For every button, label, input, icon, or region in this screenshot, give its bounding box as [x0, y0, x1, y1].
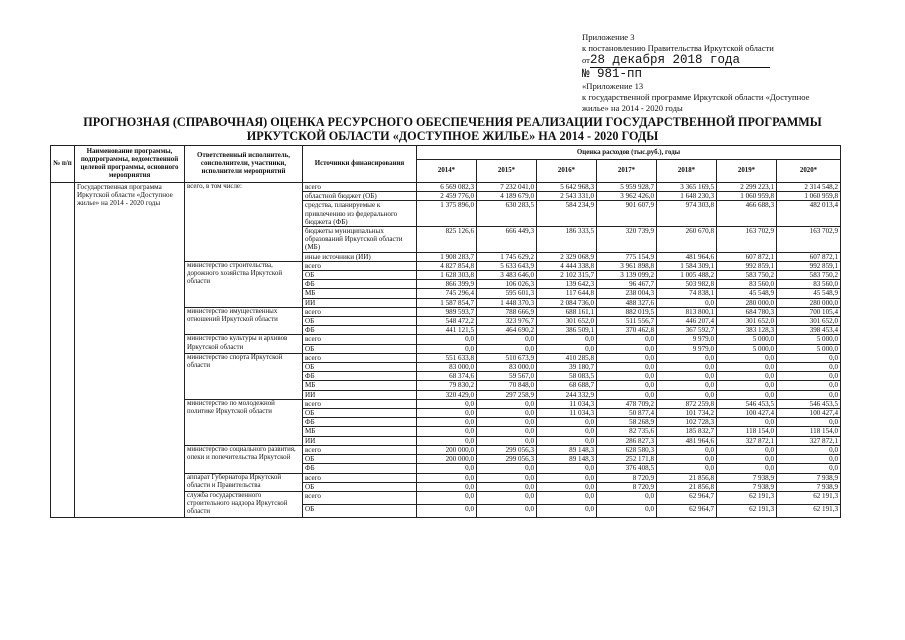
amount-cell: 100 427,4 [777, 409, 841, 418]
funding-source: всего [303, 353, 417, 362]
amount-cell: 62 964,7 [657, 504, 717, 517]
funding-source: бюджеты муниципальных образований Иркутской области (МБ) [303, 227, 417, 253]
funding-source: областной бюджет (ОБ) [303, 192, 417, 201]
amount-cell: 583 750,2 [777, 271, 841, 280]
amount-cell: 1 745 629,2 [477, 252, 537, 261]
amount-cell: 7 938,9 [717, 473, 777, 482]
amount-cell: 0,0 [777, 390, 841, 399]
amount-cell: 0,0 [537, 473, 597, 482]
amount-cell: 0,0 [537, 344, 597, 353]
amount-cell: 83 000,0 [477, 363, 537, 372]
header-num: № п/п [51, 146, 75, 183]
funding-source: ОБ [303, 455, 417, 464]
amount-cell: 584 234,9 [537, 201, 597, 227]
amount-cell: 139 642,3 [537, 280, 597, 289]
amount-cell: 301 652,0 [777, 317, 841, 326]
amount-cell: 21 856,8 [657, 482, 717, 491]
amount-cell: 607 872,1 [777, 252, 841, 261]
amount-cell: 8 720,9 [597, 482, 657, 491]
responsible-executor: министерство строительства, дорожного хозяйства Иркутской области [185, 261, 303, 307]
amount-cell: 0,0 [597, 381, 657, 390]
amount-cell: 89 148,3 [537, 455, 597, 464]
amount-cell: 2 329 068,9 [537, 252, 597, 261]
amount-cell: 0,0 [777, 372, 841, 381]
amount-cell: 0,0 [717, 363, 777, 372]
header-funding-source: Источники финансирования [303, 146, 417, 183]
amount-cell: 376 408,5 [597, 464, 657, 473]
amount-cell: 7 938,9 [777, 482, 841, 491]
amount-cell: 327 872,1 [717, 436, 777, 445]
amount-cell: 0,0 [477, 473, 537, 482]
amount-cell: 186 333,5 [537, 227, 597, 253]
amount-cell: 0,0 [717, 418, 777, 427]
amount-cell: 301 652,0 [537, 317, 597, 326]
amount-cell: 58 268,9 [597, 418, 657, 427]
amount-cell: 2 543 331,0 [537, 192, 597, 201]
amount-cell: 5 000,0 [717, 335, 777, 344]
funding-source: ФБ [303, 280, 417, 289]
amount-cell: 2 102 315,7 [537, 271, 597, 280]
amount-cell: 320 739,9 [597, 227, 657, 253]
amount-cell: 0,0 [717, 381, 777, 390]
amount-cell: 2 299 223,1 [717, 183, 777, 192]
amount-cell: 446 207,4 [657, 317, 717, 326]
amount-cell: 0,0 [477, 491, 537, 504]
amount-cell: 1 375 896,0 [417, 201, 477, 227]
amount-cell: 628 580,3 [597, 445, 657, 454]
amount-cell: 0,0 [597, 491, 657, 504]
row-number [51, 183, 75, 518]
amount-cell: 2 459 776,0 [417, 192, 477, 201]
amount-cell: 11 034,3 [537, 399, 597, 408]
amount-cell: 260 670,8 [657, 227, 717, 253]
amount-cell: 607 872,1 [717, 252, 777, 261]
amount-cell: 0,0 [777, 381, 841, 390]
amount-cell: 0,0 [537, 427, 597, 436]
amount-cell: 684 780,3 [717, 307, 777, 316]
amount-cell: 4 827 854,8 [417, 261, 477, 270]
amount-cell: 595 601,3 [477, 289, 537, 298]
resource-estimate-table [50, 145, 841, 518]
funding-source: ФБ [303, 326, 417, 335]
program-name: Государственная программа Иркутской области «Доступное жилье» на 2014 - 2020 годы [75, 183, 185, 518]
amount-cell: 0,0 [417, 482, 477, 491]
funding-source: ФБ [303, 372, 417, 381]
program-reference-line2: жилье» на 2014 - 2020 годы [582, 103, 683, 113]
amount-cell: 101 734,2 [657, 409, 717, 418]
amount-cell: 252 171,8 [597, 455, 657, 464]
amount-cell: 1 587 854,7 [417, 298, 477, 307]
amount-cell: 0,0 [537, 464, 597, 473]
amount-cell: 117 644,8 [537, 289, 597, 298]
amount-cell: 299 056,3 [477, 455, 537, 464]
amount-cell: 0,0 [477, 409, 537, 418]
amount-cell: 0,0 [477, 344, 537, 353]
amount-cell: 0,0 [597, 390, 657, 399]
funding-source: ИИ [303, 436, 417, 445]
amount-cell: 89 148,3 [537, 445, 597, 454]
decree-date-line [582, 54, 882, 68]
responsible-executor: всего, в том числе: [185, 183, 303, 262]
amount-cell: 5 000,0 [777, 344, 841, 353]
amount-cell: 1 060 959,8 [777, 192, 841, 201]
amount-cell: 1 060 959,8 [717, 192, 777, 201]
amount-cell: 3 483 646,0 [477, 271, 537, 280]
amount-cell: 0,0 [417, 436, 477, 445]
amount-cell: 83 560,0 [717, 280, 777, 289]
amount-cell: 7 938,9 [777, 473, 841, 482]
amount-cell: 2 314 548,2 [777, 183, 841, 192]
amount-cell: 0,0 [597, 335, 657, 344]
funding-source: всего [303, 307, 417, 316]
number-prefix: № [582, 67, 590, 81]
amount-cell: 0,0 [717, 372, 777, 381]
amount-cell: 745 296,4 [417, 289, 477, 298]
funding-source: всего [303, 445, 417, 454]
funding-source: ОБ [303, 482, 417, 491]
amount-cell: 0,0 [717, 445, 777, 454]
amount-cell: 3 139 099,2 [597, 271, 657, 280]
amount-cell: 481 964,6 [657, 436, 717, 445]
amount-cell: 0,0 [657, 445, 717, 454]
amount-cell: 583 750,2 [717, 271, 777, 280]
amount-cell: 62 191,3 [777, 504, 841, 517]
title-line2: ИРКУТСКОЙ ОБЛАСТИ «ДОСТУПНОЕ ЖИЛЬЕ» НА 2014 - 2020 ГОДЫ [246, 129, 659, 143]
amount-cell: 510 673,9 [477, 353, 537, 362]
amount-cell: 62 191,3 [717, 504, 777, 517]
funding-source: ОБ [303, 504, 417, 517]
amount-cell: 118 154,0 [717, 427, 777, 436]
amount-cell: 0,0 [777, 455, 841, 464]
amount-cell: 4 444 338,8 [537, 261, 597, 270]
amount-cell: 0,0 [477, 504, 537, 517]
amount-cell: 0,0 [417, 409, 477, 418]
amount-cell: 0,0 [657, 298, 717, 307]
amount-cell: 7 232 041,0 [477, 183, 537, 192]
amount-cell: 0,0 [717, 455, 777, 464]
amount-cell: 630 283,5 [477, 201, 537, 227]
amount-cell: 200 000,0 [417, 455, 477, 464]
amount-cell: 320 429,0 [417, 390, 477, 399]
amount-cell: 0,0 [717, 390, 777, 399]
amount-cell: 0,0 [417, 504, 477, 517]
amount-cell: 62 964,7 [657, 491, 717, 504]
amount-cell: 866 399,9 [417, 280, 477, 289]
amount-cell: 2 084 736,0 [537, 298, 597, 307]
year-header: 2014* [417, 160, 477, 183]
amount-cell: 100 427,4 [717, 409, 777, 418]
amount-cell: 546 453,5 [777, 399, 841, 408]
amount-cell: 11 034,3 [537, 409, 597, 418]
amount-cell: 700 105,4 [777, 307, 841, 316]
amount-cell: 50 877,4 [597, 409, 657, 418]
amount-cell: 68 688,7 [537, 381, 597, 390]
amount-cell: 327 872,1 [777, 436, 841, 445]
funding-source: ОБ [303, 409, 417, 418]
appendix-label: Приложение 3 [582, 32, 635, 42]
header-responsible: Ответственный исполнитель, соисполнители, участники, исполнители мероприятий [185, 146, 303, 183]
responsible-executor: аппарат Губернатора Иркутской области и Правительства [185, 473, 303, 491]
funding-source: всего [303, 473, 417, 482]
amount-cell: 59 567,0 [477, 372, 537, 381]
amount-cell: 0,0 [717, 353, 777, 362]
decree-number-line [582, 68, 882, 81]
amount-cell: 0,0 [777, 464, 841, 473]
funding-source: всего [303, 491, 417, 504]
amount-cell: 45 548,9 [717, 289, 777, 298]
amount-cell: 989 593,7 [417, 307, 477, 316]
amount-cell: 367 592,7 [657, 326, 717, 335]
responsible-executor: министерство спорта Иркутской области [185, 353, 303, 399]
amount-cell: 0,0 [537, 482, 597, 491]
amount-cell: 1 005 488,2 [657, 271, 717, 280]
amount-cell: 551 633,8 [417, 353, 477, 362]
amount-cell: 0,0 [777, 418, 841, 427]
date-prefix: от [582, 55, 590, 65]
amount-cell: 5 000,0 [717, 344, 777, 353]
amount-cell: 301 652,0 [717, 317, 777, 326]
amount-cell: 0,0 [597, 344, 657, 353]
amount-cell: 546 453,5 [717, 399, 777, 408]
funding-source: ФБ [303, 464, 417, 473]
funding-source: всего [303, 335, 417, 344]
amount-cell: 0,0 [537, 504, 597, 517]
amount-cell: 1 648 230,3 [657, 192, 717, 201]
amount-cell: 974 303,8 [657, 201, 717, 227]
amount-cell: 0,0 [777, 445, 841, 454]
amount-cell: 0,0 [597, 504, 657, 517]
amount-cell: 0,0 [657, 372, 717, 381]
title-line1: ПРОГНОЗНАЯ (СПРАВОЧНАЯ) ОЦЕНКА РЕСУРСНОГО ОБЕСПЕЧЕНИЯ РЕАЛИЗАЦИИ ГОСУДАРСТВЕННОЙ ПРОГРАММЫ [83, 115, 822, 129]
amount-cell: 0,0 [477, 335, 537, 344]
amount-cell: 464 690,2 [477, 326, 537, 335]
amount-cell: 5 000,0 [777, 335, 841, 344]
amount-cell: 0,0 [657, 390, 717, 399]
amount-cell: 0,0 [597, 372, 657, 381]
funding-source: всего [303, 399, 417, 408]
amount-cell: 9 979,0 [657, 344, 717, 353]
amount-cell: 0,0 [477, 399, 537, 408]
amount-cell: 74 838,1 [657, 289, 717, 298]
amount-cell: 0,0 [417, 427, 477, 436]
amount-cell: 6 569 082,3 [417, 183, 477, 192]
funding-source: всего [303, 261, 417, 270]
amount-cell: 0,0 [477, 464, 537, 473]
amount-cell: 992 859,1 [777, 261, 841, 270]
responsible-executor: министерство культуры и архивов Иркутской области [185, 335, 303, 353]
amount-cell: 9 979,0 [657, 335, 717, 344]
funding-source: ОБ [303, 363, 417, 372]
funding-source: ОБ [303, 271, 417, 280]
amount-cell: 68 374,6 [417, 372, 477, 381]
amount-cell: 481 964,6 [657, 252, 717, 261]
amount-cell: 0,0 [657, 464, 717, 473]
amount-cell: 882 019,5 [597, 307, 657, 316]
amount-cell: 0,0 [537, 335, 597, 344]
amount-cell: 39 180,7 [537, 363, 597, 372]
amount-cell: 0,0 [597, 363, 657, 372]
funding-source: всего [303, 183, 417, 192]
amount-cell: 0,0 [417, 464, 477, 473]
amount-cell: 3 365 169,5 [657, 183, 717, 192]
funding-source: ОБ [303, 317, 417, 326]
appendix-13-label: «Приложение 13 [582, 81, 644, 91]
amount-cell: 488 327,6 [597, 298, 657, 307]
amount-cell: 280 000,0 [717, 298, 777, 307]
amount-cell: 813 800,1 [657, 307, 717, 316]
responsible-executor: министерство по молодежной политике Иркутской области [185, 399, 303, 445]
amount-cell: 901 607,9 [597, 201, 657, 227]
amount-cell: 0,0 [657, 363, 717, 372]
amount-cell: 0,0 [417, 491, 477, 504]
year-header: 2018* [657, 160, 717, 183]
amount-cell: 872 259,8 [657, 399, 717, 408]
amount-cell: 21 856,8 [657, 473, 717, 482]
amount-cell: 8 720,9 [597, 473, 657, 482]
amount-cell: 0,0 [537, 418, 597, 427]
table-row [51, 183, 841, 192]
amount-cell: 4 189 679,0 [477, 192, 537, 201]
responsible-executor: министерство социального развития, опеки и попечительства Иркутской [185, 445, 303, 473]
amount-cell: 3 961 898,8 [597, 261, 657, 270]
amount-cell: 96 467,7 [597, 280, 657, 289]
amount-cell: 511 556,7 [597, 317, 657, 326]
amount-cell: 0,0 [417, 473, 477, 482]
amount-cell: 992 859,1 [717, 261, 777, 270]
amount-cell: 0,0 [417, 399, 477, 408]
funding-source: МБ [303, 381, 417, 390]
amount-cell: 5 959 928,7 [597, 183, 657, 192]
amount-cell: 280 000,0 [777, 298, 841, 307]
amount-cell: 299 056,3 [477, 445, 537, 454]
amount-cell: 106 026,3 [477, 280, 537, 289]
amount-cell: 7 938,9 [717, 482, 777, 491]
decree-reference: к постановлению Правительства Иркутской области [582, 43, 774, 53]
amount-cell: 688 161,1 [537, 307, 597, 316]
amount-cell: 482 013,4 [777, 201, 841, 227]
amount-cell: 0,0 [477, 427, 537, 436]
amount-cell: 548 472,2 [417, 317, 477, 326]
amount-cell: 478 709,2 [597, 399, 657, 408]
funding-source: иные источники (ИИ) [303, 252, 417, 261]
amount-cell: 79 830,2 [417, 381, 477, 390]
amount-cell: 45 548,9 [777, 289, 841, 298]
amount-cell: 82 735,6 [597, 427, 657, 436]
amount-cell: 0,0 [477, 482, 537, 491]
year-header: 2017* [597, 160, 657, 183]
amount-cell: 0,0 [477, 418, 537, 427]
amount-cell: 0,0 [657, 455, 717, 464]
year-header: 2019* [717, 160, 777, 183]
amount-cell: 163 702,9 [717, 227, 777, 253]
amount-cell: 0,0 [597, 353, 657, 362]
amount-cell: 62 191,3 [777, 491, 841, 504]
amount-cell: 0,0 [717, 464, 777, 473]
amount-cell: 3 962 426,0 [597, 192, 657, 201]
year-header: 2015* [477, 160, 537, 183]
amount-cell: 323 976,7 [477, 317, 537, 326]
amount-cell: 70 848,0 [477, 381, 537, 390]
amount-cell: 370 462,8 [597, 326, 657, 335]
year-header: 2016* [537, 160, 597, 183]
funding-source: ОБ [303, 344, 417, 353]
responsible-executor: служба государственного строительного надзора Иркутской области [185, 491, 303, 517]
amount-cell: 286 827,3 [597, 436, 657, 445]
amount-cell: 83 560,0 [777, 280, 841, 289]
amount-cell: 83 000,0 [417, 363, 477, 372]
amount-cell: 441 121,5 [417, 326, 477, 335]
amount-cell: 0,0 [657, 353, 717, 362]
amount-cell: 825 126,6 [417, 227, 477, 253]
header-estimate: Оценка расходов (тыс.руб.), годы [417, 146, 841, 160]
decree-number: 981-пп [597, 67, 643, 81]
amount-cell: 5 633 643,9 [477, 261, 537, 270]
amount-cell: 163 702,9 [777, 227, 841, 253]
funding-source: ИИ [303, 390, 417, 399]
responsible-executor: министерство имущественных отношений Иркутской области [185, 307, 303, 335]
amount-cell: 0,0 [417, 418, 477, 427]
amount-cell: 238 004,3 [597, 289, 657, 298]
funding-source: МБ [303, 427, 417, 436]
amount-cell: 398 453,4 [777, 326, 841, 335]
decree-date: 28 декабря 2018 года [590, 54, 770, 68]
amount-cell: 1 584 309,1 [657, 261, 717, 270]
amount-cell: 0,0 [537, 436, 597, 445]
amount-cell: 118 154,0 [777, 427, 841, 436]
amount-cell: 0,0 [777, 353, 841, 362]
funding-source: средства, планируемые к привлечению из федерального бюджета (ФБ) [303, 201, 417, 227]
amount-cell: 386 509,1 [537, 326, 597, 335]
amount-cell: 1 908 283,7 [417, 252, 477, 261]
amount-cell: 200 000,0 [417, 445, 477, 454]
year-header: 2020* [777, 160, 841, 183]
amount-cell: 62 191,3 [717, 491, 777, 504]
amount-cell: 383 128,3 [717, 326, 777, 335]
amount-cell: 58 083,5 [537, 372, 597, 381]
amount-cell: 0,0 [777, 363, 841, 372]
amount-cell: 466 688,3 [717, 201, 777, 227]
document-header [582, 32, 882, 114]
funding-source: ИИ [303, 298, 417, 307]
amount-cell: 1 448 370,3 [477, 298, 537, 307]
amount-cell: 0,0 [477, 436, 537, 445]
amount-cell: 775 154,9 [597, 252, 657, 261]
amount-cell: 244 332,9 [537, 390, 597, 399]
amount-cell: 185 832,7 [657, 427, 717, 436]
funding-source: МБ [303, 289, 417, 298]
amount-cell: 788 666,9 [477, 307, 537, 316]
header-program-name: Наименование программы, подпрограммы, ведомственной целевой программы, основного мероприятия [75, 146, 185, 183]
amount-cell: 0,0 [537, 491, 597, 504]
program-reference-line1: к государственной программе Иркутской области «Доступное [582, 92, 810, 102]
amount-cell: 0,0 [417, 344, 477, 353]
amount-cell: 297 258,9 [477, 390, 537, 399]
amount-cell: 5 642 968,3 [537, 183, 597, 192]
amount-cell: 0,0 [657, 381, 717, 390]
page-title [60, 115, 845, 143]
amount-cell: 1 628 303,8 [417, 271, 477, 280]
amount-cell: 666 449,3 [477, 227, 537, 253]
amount-cell: 102 728,3 [657, 418, 717, 427]
funding-source: ФБ [303, 418, 417, 427]
amount-cell: 503 982,8 [657, 280, 717, 289]
amount-cell: 0,0 [417, 335, 477, 344]
amount-cell: 410 285,8 [537, 353, 597, 362]
